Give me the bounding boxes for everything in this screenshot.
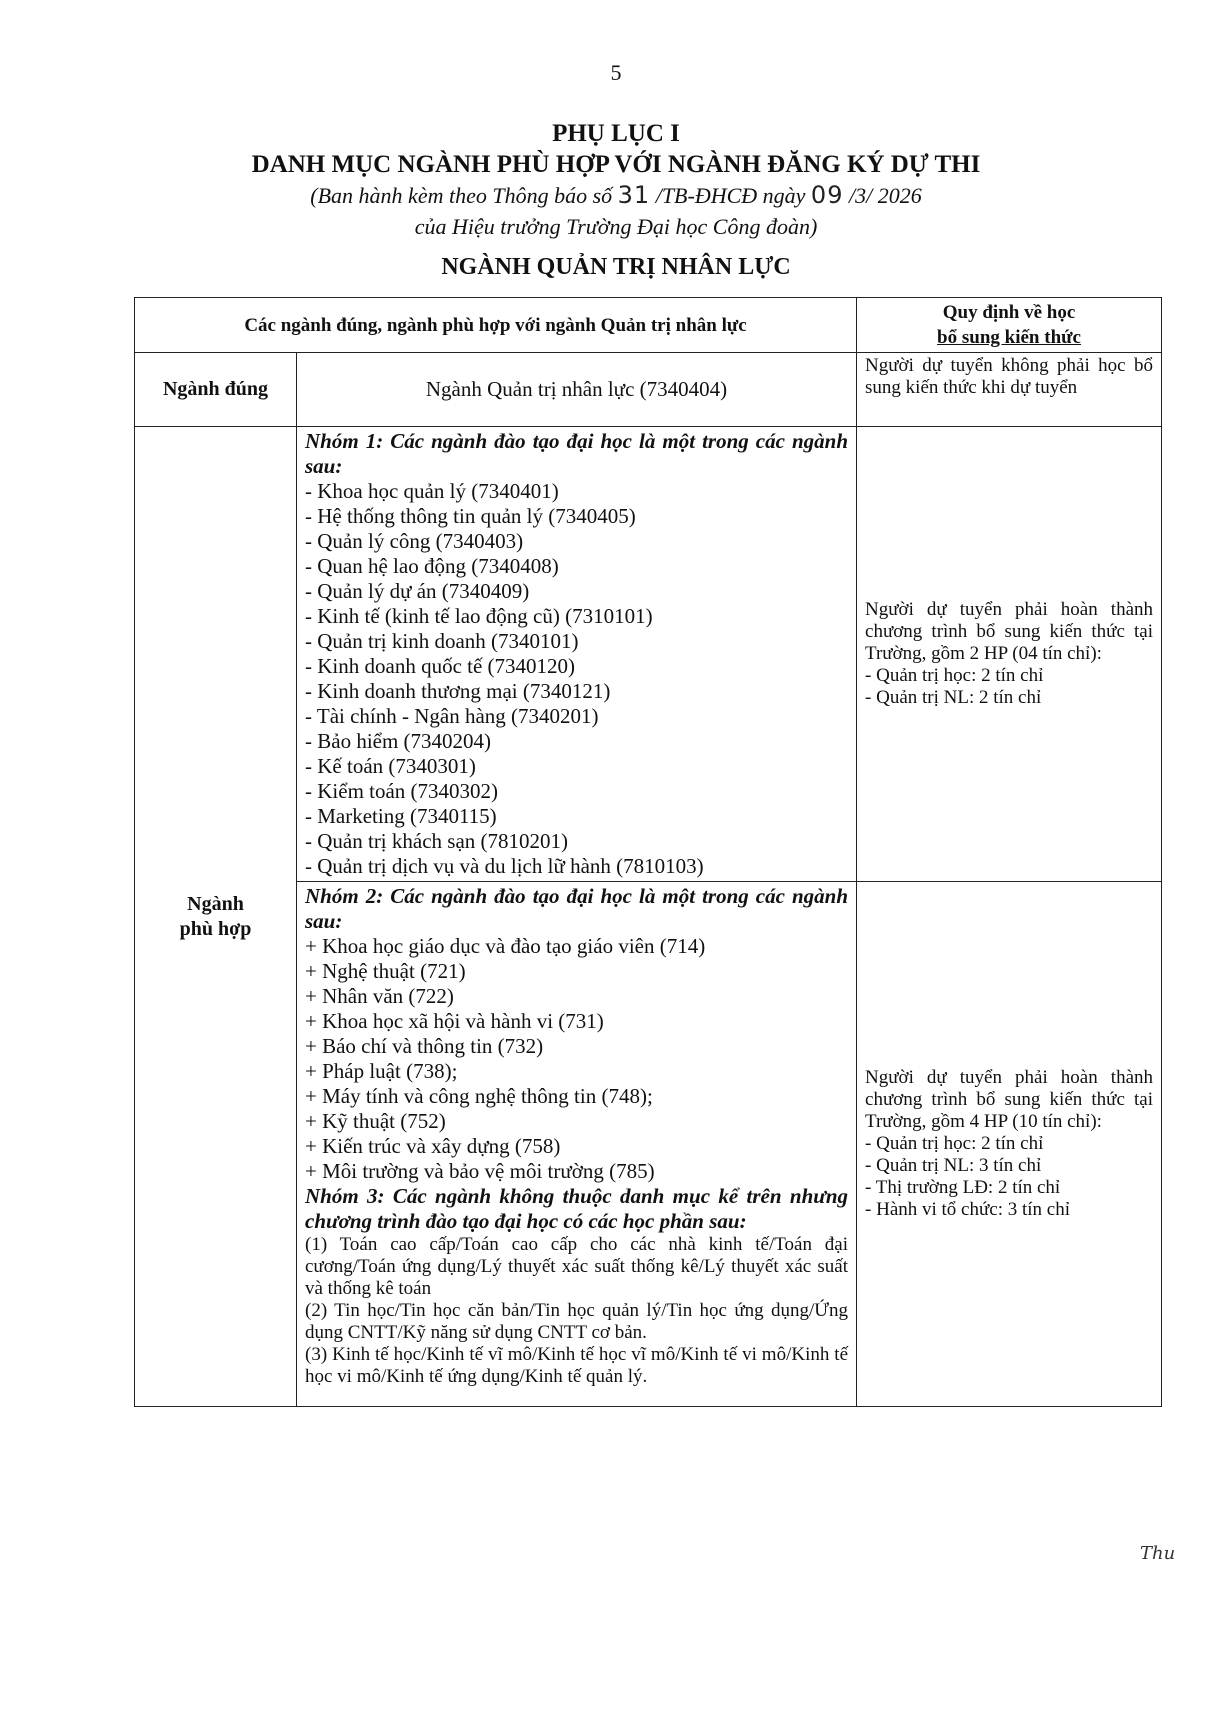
rule-line: - Thị trường LĐ: 2 tín chỉ — [865, 1177, 1061, 1198]
list-item: - Tài chính - Ngân hàng (7340201) — [305, 704, 599, 728]
table-header-row — [135, 298, 1162, 353]
handwritten-day: 09 — [810, 181, 844, 209]
header-rules-line-1: Quy định về học — [942, 302, 1076, 323]
list-item: + Nhân văn (722) — [305, 984, 454, 1008]
group-1-cell — [297, 427, 857, 882]
list-item: - Khoa học quản lý (7340401) — [305, 479, 559, 503]
row-group-1 — [135, 427, 1162, 882]
list-item: + Kiến trúc và xây dựng (758) — [305, 1134, 561, 1158]
group-2-3-rule — [857, 882, 1162, 1407]
rule-line: Người dự tuyển phải hoàn thành chương trình bổ sung kiến thức tại Trường, gồm 2 HP (04 tín chỉ): — [865, 599, 1154, 664]
list-item: + Khoa học xã hội và hành vi (731) — [305, 1009, 604, 1033]
list-item: - Quản lý dự án (7340409) — [305, 579, 530, 603]
list-item: - Quan hệ lao động (7340408) — [305, 554, 559, 578]
label-suitable-line-2: phù hợp — [179, 917, 252, 940]
group-3-title: Nhóm 3: Các ngành không thuộc danh mục kể trên nhưng chương trình đào tạo đại học có các học phần sau: — [305, 1184, 849, 1233]
rule-line: Người dự tuyển phải hoàn thành chương trình bổ sung kiến thức tại Trường, gồm 4 HP (10 tín chỉ): — [865, 1067, 1154, 1132]
rule-line: - Quản trị NL: 2 tín chỉ — [865, 687, 1042, 708]
correct-major-rule: Người dự tuyển không phải học bổ sung kiến thức khi dự tuyển — [857, 353, 1162, 427]
handwritten-number: 31 — [617, 181, 651, 209]
list-item: - Quản trị khách sạn (7810201) — [305, 829, 569, 853]
list-item: - Kiểm toán (7340302) — [305, 779, 499, 803]
list-item: + Môi trường và bảo vệ môi trường (785) — [305, 1159, 655, 1183]
list-item: - Quản lý công (7340403) — [305, 529, 524, 553]
issuance-mid: /TB-ĐHCĐ ngày — [650, 183, 811, 208]
label-suitable-major — [135, 427, 297, 1407]
issuance-line-2: của Hiệu trưởng Trường Đại học Công đoàn) — [414, 214, 818, 239]
rule-line: - Quản trị NL: 3 tín chỉ — [865, 1155, 1042, 1176]
group-1-title: Nhóm 1: Các ngành đào tạo đại học là một trong các ngành sau: — [305, 429, 849, 478]
header-rules-line-2: bổ sung kiến thức — [937, 327, 1081, 348]
list-item: (1) Toán cao cấp/Toán cao cấp cho các nhà kinh tế/Toán đại cương/Toán ứng dụng/Lý thuyết xác suất thống kê/Lý thuyết xác suất và thống kê toán — [305, 1234, 849, 1299]
correct-major-name: Ngành Quản trị nhân lực (7340404) — [297, 353, 857, 427]
list-item: - Kinh tế (kinh tế lao động cũ) (7310101) — [305, 604, 653, 628]
list-item: + Khoa học giáo dục và đào tạo giáo viên (714) — [305, 934, 706, 958]
label-suitable-line-1: Ngành — [187, 892, 244, 915]
rule-line: - Quản trị học: 2 tín chỉ — [865, 665, 1044, 686]
major-title: NGÀNH QUẢN TRỊ NHÂN LỰC — [441, 254, 791, 280]
majors-table — [134, 297, 1162, 1407]
rule-line: - Quản trị học: 2 tín chỉ — [865, 1133, 1044, 1154]
rule-line: - Hành vi tổ chức: 3 tín chỉ — [865, 1199, 1071, 1220]
row-correct-major — [135, 353, 1162, 427]
page-number: 5 — [610, 60, 622, 85]
document-heading — [0, 118, 1232, 282]
group-2-3-cell — [297, 882, 857, 1407]
header-majors: Các ngành đúng, ngành phù hợp với ngành Quản trị nhân lực — [135, 298, 857, 353]
list-item: + Báo chí và thông tin (732) — [305, 1034, 544, 1058]
list-item: - Kế toán (7340301) — [305, 754, 476, 778]
list-item: (2) Tin học/Tin học căn bản/Tin học quản lý/Tin học ứng dụng/Ứng dụng CNTT/Kỹ năng sử dụng CNTT cơ bản. — [305, 1300, 849, 1343]
appendix-title: PHỤ LỤC I — [552, 120, 680, 147]
issuance-line-1 — [0, 180, 1232, 211]
list-item: - Hệ thống thông tin quản lý (7340405) — [305, 504, 636, 528]
list-item: + Máy tính và công nghệ thông tin (748); — [305, 1084, 653, 1108]
appendix-subtitle: DANH MỤC NGÀNH PHÙ HỢP VỚI NGÀNH ĐĂNG KÝ DỰ THI — [251, 151, 981, 178]
list-item: + Pháp luật (738); — [305, 1059, 458, 1083]
list-item: (3) Kinh tế học/Kinh tế vĩ mô/Kinh tế học vĩ mô/Kinh tế vi mô/Kinh tế học vi mô/Kinh tế ứng dụng/Kinh tế quản lý. — [305, 1344, 849, 1387]
list-item: + Nghệ thuật (721) — [305, 959, 466, 983]
issuance-suffix: /3/ 2026 — [843, 183, 922, 208]
group-2-title: Nhóm 2: Các ngành đào tạo đại học là một trong các ngành sau: — [305, 884, 849, 933]
list-item: - Quản trị dịch vụ và du lịch lữ hành (7810103) — [305, 854, 704, 878]
header-rules — [857, 298, 1162, 353]
list-item: - Kinh doanh quốc tế (7340120) — [305, 654, 576, 678]
list-item: - Bảo hiểm (7340204) — [305, 729, 492, 753]
group-1-rule — [857, 427, 1162, 882]
label-correct-major: Ngành đúng — [135, 353, 297, 427]
list-item: + Kỹ thuật (752) — [305, 1109, 446, 1133]
list-item: - Kinh doanh thương mại (7340121) — [305, 679, 611, 703]
handwritten-initials: Thu — [1140, 1543, 1176, 1564]
issuance-prefix: (Ban hành kèm theo Thông báo số — [310, 183, 618, 208]
list-item: - Quản trị kinh doanh (7340101) — [305, 629, 579, 653]
list-item: - Marketing (7340115) — [305, 804, 497, 828]
